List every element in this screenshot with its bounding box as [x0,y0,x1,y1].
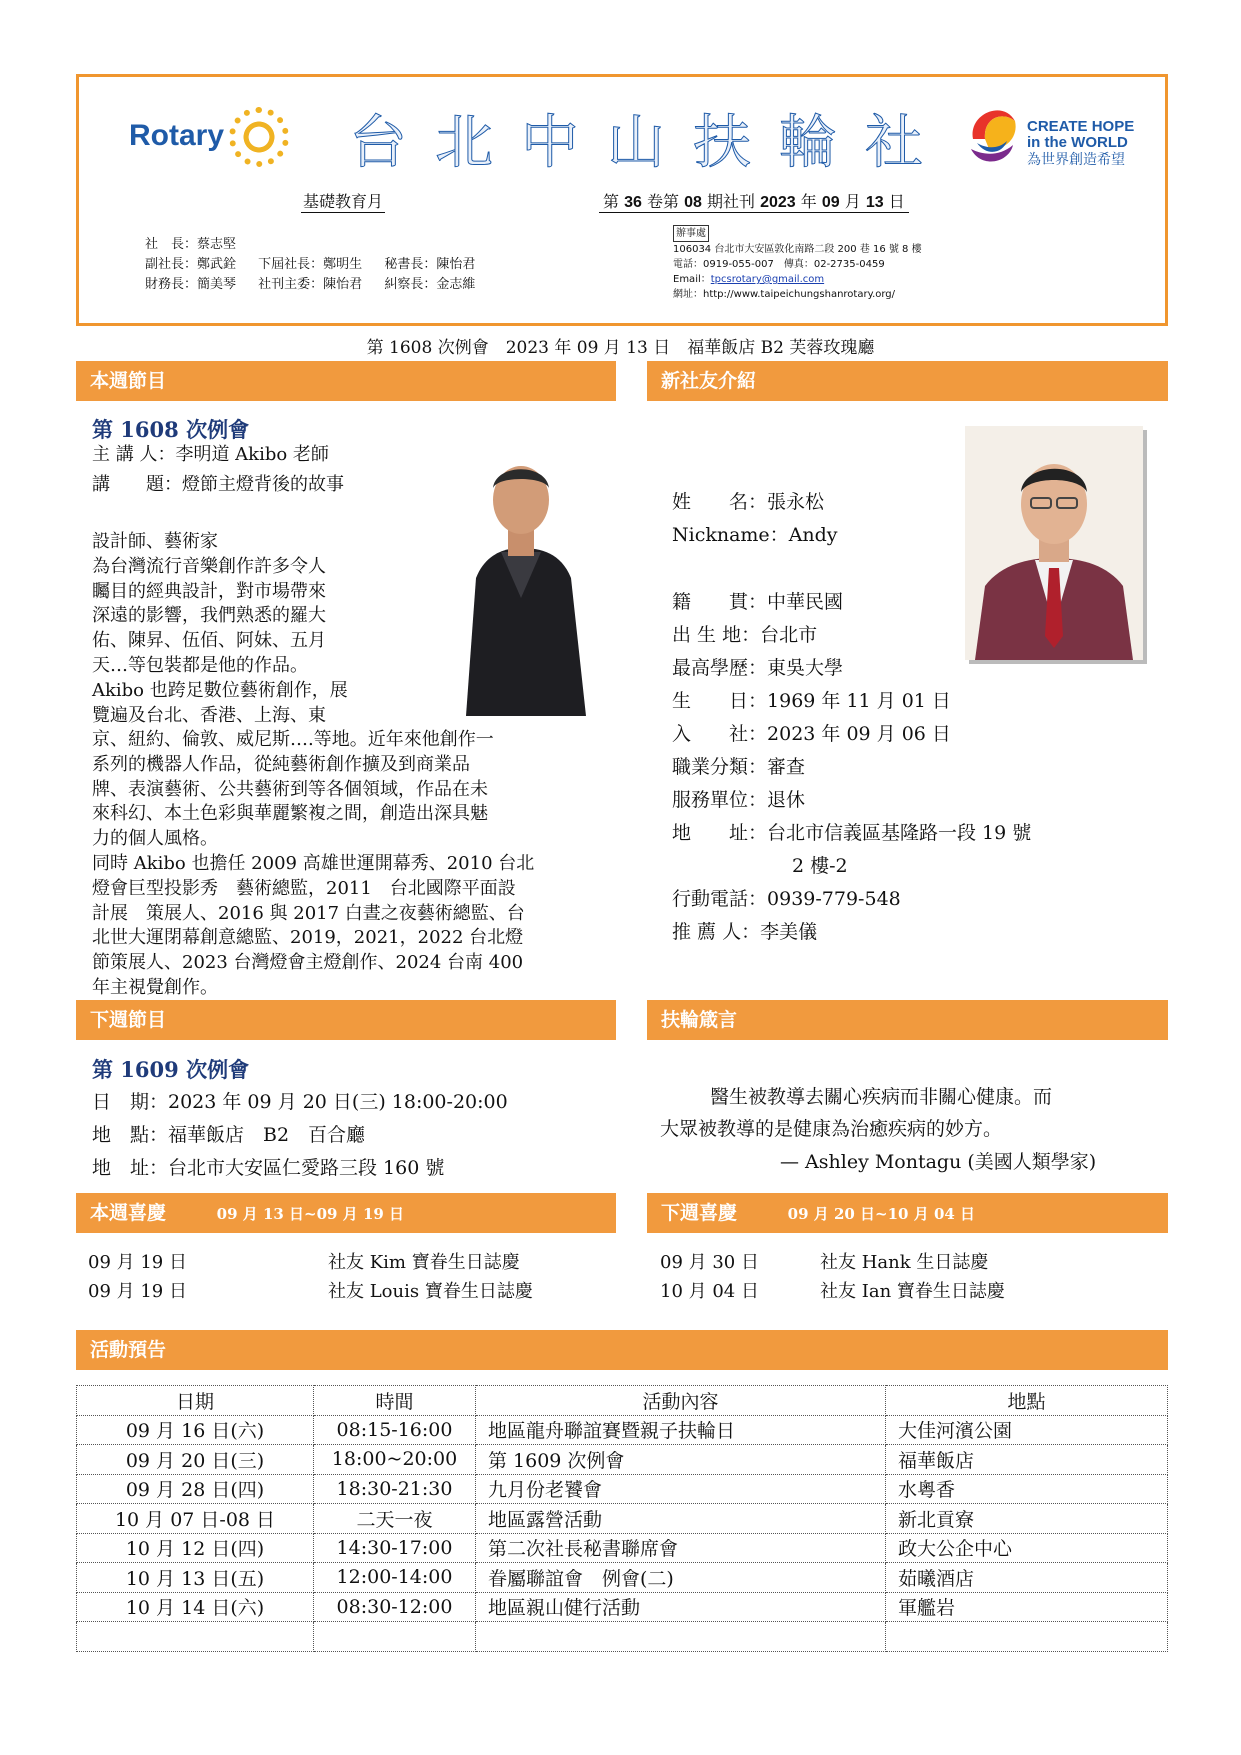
bio-line: 年主視覺創作。 [92,976,218,998]
office-info [673,225,922,302]
cell-time: 18:30-21:30 [314,1474,476,1504]
cell-date: 09 月 16 日(六) [77,1415,314,1445]
email-link[interactable]: tpcsrotary@gmail.com [710,274,825,285]
table-row [77,1415,1168,1445]
create-hope-text [1027,119,1134,167]
bar-this-week: 本週節目 [76,361,616,401]
cell-time: 08:15-16:00 [314,1415,476,1445]
bio-line: 系列的機器人作品，從純藝術創作擴及到商業品 [92,753,470,775]
celebrations-next-label: 下週喜慶 [661,1202,738,1224]
profile-value: 台北市信義區基隆路一段 19 號 [767,822,1032,844]
profile-label: 姓 名： [672,491,768,513]
profile-value: 0939-779-548 [767,888,901,910]
profile-row-birthplace [672,620,817,647]
cell-location: 軍艦岩 [886,1592,1168,1622]
profile-value: Andy [788,524,838,546]
bio-line: 深遠的影響，我們熟悉的羅大 [92,605,326,627]
profile-label: 出 生 地： [672,624,761,646]
officer-treasurer: 財務長：簡美琴 [145,277,237,292]
cell-location: 福華飯店 [886,1445,1168,1475]
office-website[interactable]: 網址：http://www.taipeichungshanrotary.org/ [673,289,896,300]
issue-mid2: 期社刊 [707,192,756,211]
next-week-details [92,1086,508,1185]
office-tag: 辦事處 [673,225,709,242]
cell-date: 10 月 13 日(五) [77,1563,314,1593]
celebration-date: 09 月 19 日 [88,1252,187,1273]
cell-date: 10 月 07 日-08 日 [77,1504,314,1534]
profile-row-birthday [672,686,951,713]
cell-time: 12:00-14:00 [314,1563,476,1593]
officer-president-elect: 下屆社長：鄭明生 [258,257,363,272]
hope-en-line1: CREATE HOPE [1027,118,1135,135]
events-table [76,1385,1168,1652]
list-item [88,1248,533,1277]
cell-location [886,1622,1168,1652]
bio-line: 北世大運閉幕創意總監、2019，2021，2022 台北燈 [92,927,524,949]
celebration-text: 社友 Kim 寶眷生日誌慶 [328,1252,520,1273]
bar-new-member: 新社友介紹 [647,361,1168,401]
profile-row-origin [672,587,843,614]
cell-activity: 第二次社長秘書聯席會 [476,1533,886,1563]
table-header-row [77,1386,1168,1416]
profile-row-employer [672,785,805,812]
celebration-date: 09 月 30 日 [660,1252,759,1273]
issue-year: 2023 [760,194,796,211]
cell-activity [476,1622,886,1652]
speaker-line: 主 講 人：李明道 Akibo 老師 [92,444,329,465]
bio-line: 為台灣流行音樂創作許多令人 [92,555,326,577]
month-label: 基礎教育月 [301,189,385,213]
new-member-photo [965,426,1143,660]
bar-events: 活動預告 [76,1330,1168,1370]
profile-row-nickname [672,520,838,547]
next-week-title: 第 1609 次例會 [92,1057,250,1082]
bio-line: 覽遍及台北、香港、上海、東 [92,704,326,726]
issue-volume: 36 [624,194,642,211]
bio-line: 牌、表演藝術、公共藝術到等各個領域，作品在未 [92,778,488,800]
cell-activity: 地區龍舟聯誼賽暨親子扶輪日 [476,1415,886,1445]
issue-month: 09 [821,194,840,211]
create-hope-logo-icon [963,99,1021,169]
issue-day: 13 [865,194,884,211]
bar-celebrations-next-week [647,1193,1168,1233]
profile-label: 入 社： [672,723,768,745]
hope-cn-line: 為世界創造希望 [1027,151,1125,167]
next-week-venue: 地 點：福華飯店 B2 百合廳 [92,1124,366,1146]
motto-author: — Ashley Montagu (美國人類學家) [780,1151,1097,1173]
cell-time [314,1622,476,1652]
bio-line: 計展 策展人、2016 與 2017 白晝之夜藝術總監、台 [92,902,525,924]
bio-line: 佑、陳昇、伍佰、阿妹、五月 [92,630,326,652]
issue-prefix: 第 [603,192,620,211]
cell-location: 大佳河濱公園 [886,1415,1168,1445]
next-week-date: 日 期：2023 年 09 月 20 日(三) 18:00-20:00 [92,1091,508,1113]
header-location: 地點 [886,1386,1168,1416]
bio-line: 節策展人、2023 台灣燈會主燈創作、2024 台南 400 [92,952,524,974]
table-row [77,1474,1168,1504]
issue-label [599,189,909,213]
table-row [77,1533,1168,1563]
cell-time: 二天一夜 [314,1504,476,1534]
profile-value: 審查 [767,756,806,778]
this-week-title: 第 1608 次例會 [92,417,250,442]
profile-row-join-date [672,719,951,746]
cell-location: 茹曦酒店 [886,1563,1168,1593]
celebration-text: 社友 Ian 寶眷生日誌慶 [820,1281,1005,1302]
cell-location: 新北貢寮 [886,1504,1168,1534]
header-activity: 活動內容 [476,1386,886,1416]
bio-line: 京、紐約、倫敦、威尼斯….等地。近年來他創作一 [92,729,494,750]
profile-row-mobile [672,884,901,911]
issue-year-unit: 年 [800,192,817,211]
rotary-wordmark: Rotary [129,119,225,152]
list-item [660,1248,1005,1277]
cell-location: 水粵香 [886,1474,1168,1504]
hope-en-line2: in the WORLD [1027,134,1128,151]
rotary-wheel-icon [229,107,289,167]
issue-month-unit: 月 [844,192,861,211]
profile-value: 東吳大學 [767,657,844,679]
bio-line: 矚目的經典設計，對市場帶來 [92,580,326,602]
bio-line: 力的個人風格。 [92,828,218,850]
cell-time: 14:30-17:00 [314,1533,476,1563]
celebration-date: 09 月 19 日 [88,1281,187,1302]
table-row-empty [77,1622,1168,1652]
header-time: 時間 [314,1386,476,1416]
celebrations-next-list [660,1248,1005,1306]
officer-president: 社 長：蔡志堅 [145,237,237,252]
office-address: 106034 台北市大安區敦化南路二段 200 巷 16 號 8 樓 [673,244,922,255]
celebrations-this-range: 09 月 13 日~09 月 19 日 [216,1205,405,1223]
celebration-text: 社友 Louis 寶眷生日誌慶 [328,1281,533,1302]
bio-line: 同時 Akibo 也擔任 2009 高雄世運開幕秀、2010 台北 [92,852,535,874]
profile-label: Nickname： [672,524,789,546]
motto-line-2: 大眾被教導的是健康為治癒疾病的妙方。 [660,1118,1003,1140]
issue-mid1: 卷第 [647,192,680,211]
table-row [77,1563,1168,1593]
profile-row-classification [672,752,805,779]
celebration-date: 10 月 04 日 [660,1281,759,1302]
profile-label: 推 薦 人： [672,921,761,943]
cell-activity: 地區露營活動 [476,1504,886,1534]
profile-value: 退休 [767,789,806,811]
member-portrait-image [965,426,1143,660]
cell-date: 10 月 12 日(四) [77,1533,314,1563]
cell-time: 18:00~20:00 [314,1445,476,1475]
bio-line: Akibo 也跨足數位藝術創作，展 [92,679,348,701]
profile-row-address [672,818,1031,845]
profile-value: 中華民國 [767,591,844,613]
officer-sergeant: 糾察長：金志維 [384,277,476,292]
cell-date [77,1622,314,1652]
profile-label: 最高學歷： [672,657,768,679]
profile-row-education [672,653,843,680]
profile-label: 地 址： [672,822,768,844]
profile-row-sponsor [672,917,817,944]
profile-value: 2 樓-2 [792,855,848,877]
profile-value: 2023 年 09 月 06 日 [767,723,951,745]
profile-label: 職業分類： [672,756,768,778]
email-label: Email： [673,274,711,285]
cell-time: 08:30-12:00 [314,1592,476,1622]
table-row [77,1504,1168,1534]
cell-location: 政大公企中心 [886,1533,1168,1563]
cell-activity: 地區親山健行活動 [476,1592,886,1622]
profile-value: 台北市 [760,624,818,646]
profile-value: 李美儀 [760,921,818,943]
cell-date: 09 月 20 日(三) [77,1445,314,1475]
bio-line: 天…等包裝都是他的作品。 [92,654,308,676]
bio-line: 燈會巨型投影秀 藝術總監，2011 台北國際平面設 [92,877,516,899]
bio-line: 來科幻、本土色彩與華麗繁複之間，創造出深具魅 [92,803,488,825]
officer-secretary: 秘書長：陳怡君 [384,257,476,272]
topic-line: 講 題：燈節主燈背後的故事 [92,474,344,495]
header-date: 日期 [77,1386,314,1416]
cell-date: 10 月 14 日(六) [77,1592,314,1622]
celebration-text: 社友 Hank 生日誌慶 [820,1252,989,1273]
profile-label: 籍 貫： [672,591,768,613]
issue-day-unit: 日 [888,192,905,211]
profile-row-name [672,487,824,514]
speaker-bio-long [92,728,612,1001]
celebrations-this-list [88,1248,533,1306]
officer-bulletin-chair: 社刊主委：陳怡君 [258,277,363,292]
speaker-photo [446,448,596,716]
bar-motto: 扶輪箴言 [647,1000,1168,1040]
profile-value: 張永松 [767,491,825,513]
office-phone: 電話：0919-055-007 傳真：02-2735-0459 [673,259,885,270]
issue-number: 08 [684,194,702,211]
table-row [77,1592,1168,1622]
club-title: 台北中山扶輪社 [349,108,952,176]
masthead [76,74,1168,326]
profile-value: 1969 年 11 月 01 日 [767,690,951,712]
cell-activity: 眷屬聯誼會 例會(二) [476,1563,886,1593]
officer-vice-president: 副社長：鄭武銓 [145,257,237,272]
meeting-line: 第 1608 次例會 2023 年 09 月 13 日 福華飯店 B2 芙蓉玫瑰廳 [366,338,875,358]
next-week-address: 地 址：台北市大安區仁愛路三段 160 號 [92,1157,445,1179]
profile-row-address-2 [792,851,848,878]
speaker-bio-short [92,530,432,728]
celebrations-this-label: 本週喜慶 [90,1202,167,1224]
list-item [88,1277,533,1306]
bio-line: 設計師、藝術家 [92,531,218,552]
cell-activity: 九月份老饕會 [476,1474,886,1504]
celebrations-next-range: 09 月 20 日~10 月 04 日 [787,1205,976,1223]
bar-next-week: 下週節目 [76,1000,616,1040]
bar-celebrations-this-week [76,1193,616,1233]
profile-label: 生 日： [672,690,768,712]
list-item [660,1277,1005,1306]
profile-label: 行動電話： [672,888,768,910]
table-row [77,1445,1168,1475]
motto-line-1: 醫生被教導去關心疾病而非關心健康。而 [710,1086,1053,1108]
officer-list [145,235,493,295]
profile-label: 服務單位： [672,789,768,811]
cell-activity: 第 1609 次例會 [476,1445,886,1475]
cell-date: 09 月 28 日(四) [77,1474,314,1504]
